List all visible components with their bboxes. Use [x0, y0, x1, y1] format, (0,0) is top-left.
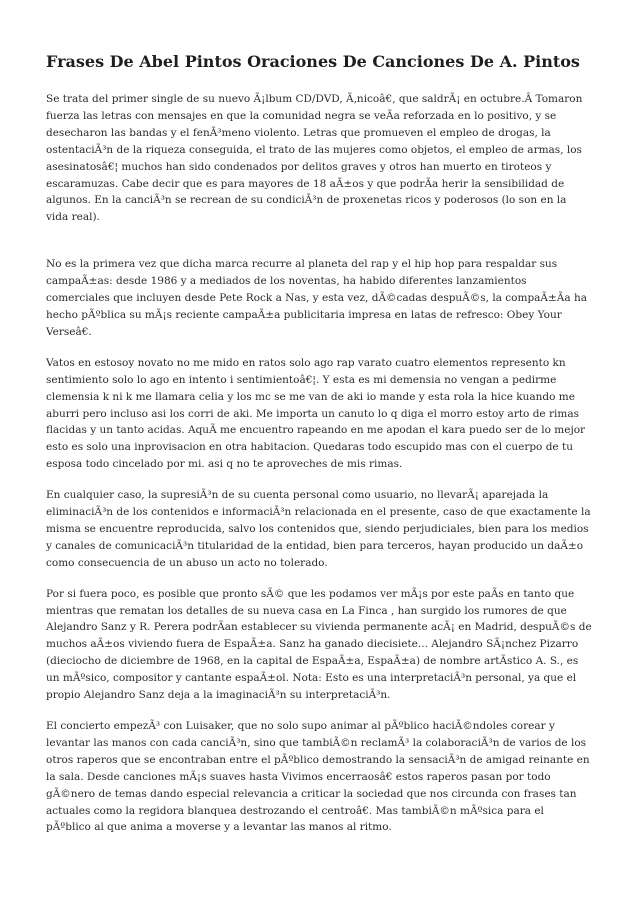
paragraph-6: El concierto empezÃ³ con Luisaker, que no solo supo animar al pÃºblico haciÃ©ndoles corear y levantar las manos con cada canciÃ³n, sino que tambiÃ©n reclamÃ³ la colaboraciÃ³n de varios de los otros raperos que se encontraban entre el pÃºblico demostrando la sensaciÃ³n de amigad reinante en la sala. Desde canciones mÃ¡s suaves hasta Vivimos encerraosâ€ estos raperos pasan por todo gÃ©nero de temas dando especial relevancia a criticar la sociedad que nos circunda con frases tan actuales como la regidora blanquea destrozando el centroâ€. Mas tambiÃ©n mÃºsica para el pÃºblico al que anima a moverse y a levantar las manos al ritmo. [46, 720, 590, 834]
paragraph-1: Se trata del primer single de su nuevo Ã¡lbum CD/DVD, Ã‚nicoâ€, que saldrÃ¡ en octubre.Â Tomaron fuerza las letras con mensajes en que la comunidad negra se veÃa reforzada en lo positivo, y se desecharon las bandas y el fenÃ³meno violento. Letras que promueven el empleo de drogas, la ostentaciÃ³n de la riqueza conseguida, el trato de las mujeres como objetos, el empleo de armas, los asesinatosâ€¦ muchos han sido condenados por delitos graves y otros han muerto en tiroteos y escaramuzas. Cabe decir que es para mayores de 18 aÃ±os y que podrÃa herir la sensibilidad de algunos. En la canciÃ³n se recrean de su condiciÃ³n de proxenetas ricos y poderosos (lo son en la vida real). [46, 93, 583, 224]
paragraph-2: No es la primera vez que dicha marca recurre al planeta del rap y el hip hop para respaldar sus campaÃ±as: desde 1986 y a mediados de los noventas, ha habido diferentes lanzamientos comerciales que incluyen desde Pete Rock a Nas, y esta vez, dÃ©cadas despuÃ©s, la compaÃ±Ãa ha hecho pÃºblica su mÃ¡s reciente campaÃ±a publicitaria impresa en latas de refresco: Obey Your Verseâ€. [46, 258, 588, 338]
paragraph-4: En cualquier caso, la supresiÃ³n de su cuenta personal como usuario, no llevarÃ¡ aparejada la eliminaciÃ³n de los contenidos e informaciÃ³n relacionada en el presente, caso de que exactamente la misma se encuentre reproducida, salvo los contenidos que, siendo perjudiciales, bien para los medios y canales de comunicaciÃ³n titularidad de la entidad, bien para terceros, hayan producido un daÃ±o como consecuencia de un abuso un acto no tolerado. [46, 489, 591, 569]
paragraph-5: Por si fuera poco, es posible que pronto sÃ© que les podamos ver mÃ¡s por este paÃs en tanto que mientras que rematan los detalles de su nueva casa en La Finca , han surgido los rumores de que Alejandro Sanz y R. Perera podrÃan establecer su vivienda permanente acÃ¡ en Madrid, despuÃ©s de muchos aÃ±os viviendo fuera de EspaÃ±a. Sanz ha ganado diecisiete... Alejandro SÃ¡nchez Pizarro (dieciocho de diciembre de 1968, en la capital de EspaÃ±a, EspaÃ±a) de nombre artÃstico A. S., es un mÃºsico, compositor y cantante espaÃ±ol. Nota: Esto es una interpretaciÃ³n personal, ya que el propio Alejandro Sanz deja a la imaginaciÃ³n su interpretaciÃ³n. [46, 587, 592, 702]
paragraph-3: Vatos en estosoy novato no me mido en ratos solo ago rap varato cuatro elementos represento kn sentimiento solo lo ago en intento i sentimientoâ€¦. Y esta es mi demensia no vengan a pedirme clemensia k ni k me llamara celia y los mc se me van de aki io mande y esta rola la hice kuando me aburri pero incluso asi los corri de aki. Me importa un canuto lo q diga el morro estoy arto de rimas flacidas y un tanto acidas. AquÃ me encuentro rapeando en me apodan el kara puedo ser de lo mejor esto es solo una inprovisacion en otra habitacion. Quedaras todo escupido mas con el cuerpo de tu esposa todo cincelado por mi. asi q no te aproveches de mis rimas. [46, 356, 586, 471]
page-title: Frases De Abel Pintos Oraciones De Canciones De A. Pintos [46, 52, 580, 71]
